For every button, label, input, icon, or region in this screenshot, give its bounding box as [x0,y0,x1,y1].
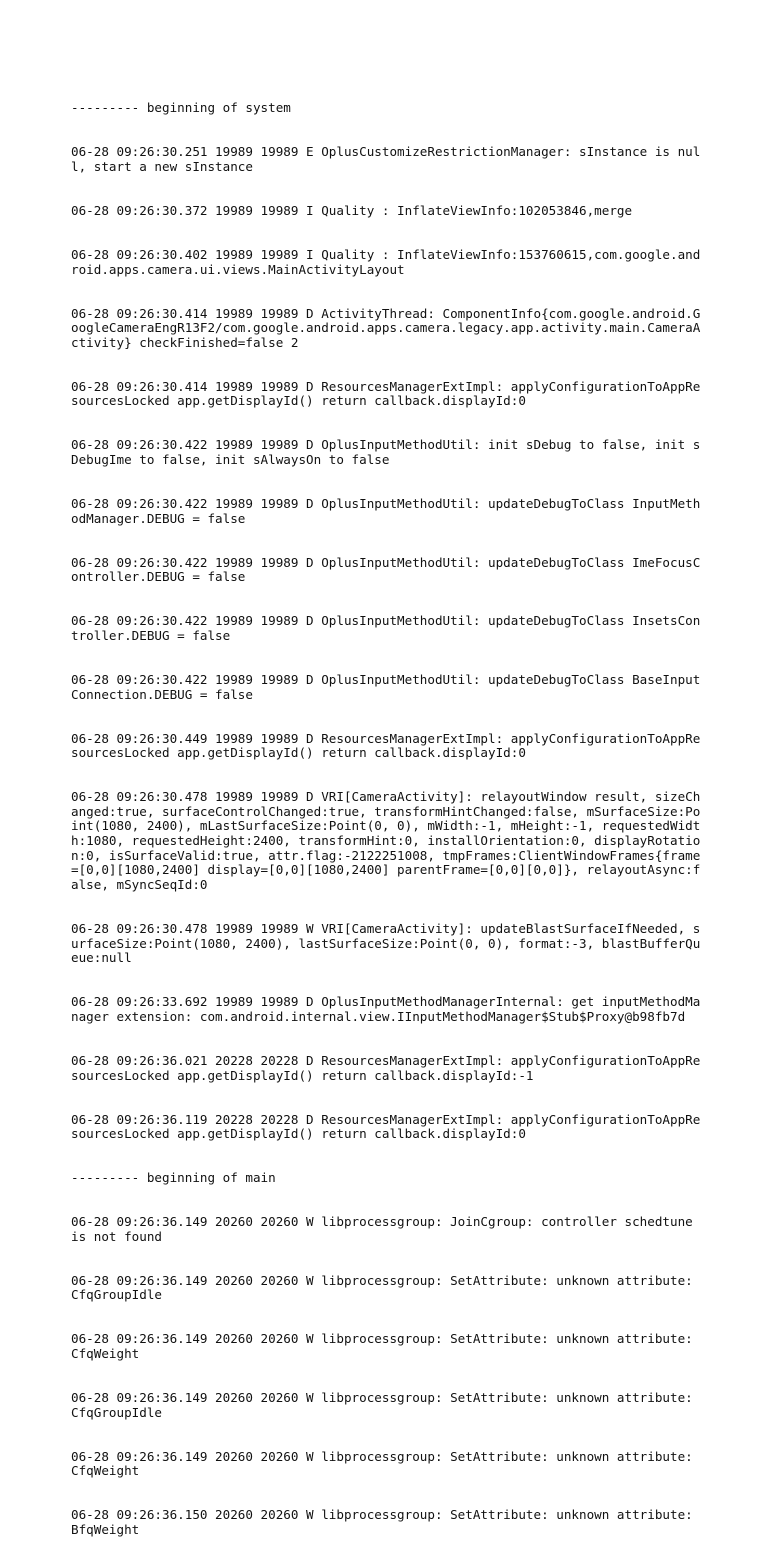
log-line: 06-28 09:26:30.422 19989 19989 D OplusInputMethodUtil: init sDebug to false, init sDebugIme to false, init sAlwaysOn to false [71,437,701,468]
log-line: 06-28 09:26:30.414 19989 19989 D ResourcesManagerExtImpl: applyConfigurationToAppResourcesLocked app.getDisplayId() return callback.displayId:0 [71,378,701,409]
log-line: 06-28 09:26:36.149 20260 20260 W libprocessgroup: JoinCgroup: controller schedtune is not found [71,1214,701,1244]
log-line: 06-28 09:26:30.251 19989 19989 E OplusCustomizeRestrictionManager: sInstance is null, start a new sInstance [71,144,701,174]
log-line: 06-28 09:26:30.372 19989 19989 I Quality : InflateViewInfo:102053846,merge [71,202,633,218]
log-line: 06-28 09:26:30.422 19989 19989 D OplusInputMethodUtil: updateDebugToClass BaseInputConnection.DEBUG = false [71,671,701,702]
log-line: 06-28 09:26:30.478 19989 19989 W VRI[CameraActivity]: updateBlastSurfaceIfNeeded, surfaceSize:Point(1080, 2400), lastSurfaceSize:Point(0, 0), format:-3, blastBufferQueue:null [71,921,701,966]
log-line: 06-28 09:26:36.149 20260 20260 W libprocessgroup: SetAttribute: unknown attribute: CfqWeight [71,1331,701,1362]
log-line: 06-28 09:26:30.478 19989 19989 D VRI[CameraActivity]: relayoutWindow result, sizeChanged:true, surfaceControlChanged:true, transformHintChanged:false, mSurfaceSize:Point(1080, 2400), mLastSurfaceSize:Point(0, 0), mWidth:-1, mHeight:-1, requestedWidth:1080, requestedHeight:2400, transformHint:0, installOrientation:0, displayRotation:0, isSurfaceValid:true, attr.flag:-2122251008, tmpFrames:ClientWindowFrames{frame=[0,0][1080,2400] display=[0,0][1080,2400] parentFrame=[0,0][0,0]}, relayoutAsync:false, mSyncSeqId:0 [71,789,701,893]
log-line: --------- beginning of main [71,1170,276,1186]
log-line: 06-28 09:26:30.422 19989 19989 D OplusInputMethodUtil: updateDebugToClass ImeFocusController.DEBUG = false [71,554,701,585]
log-line: 06-28 09:26:30.422 19989 19989 D OplusInputMethodUtil: updateDebugToClass InputMethodManager.DEBUG = false [71,496,701,526]
log-line: --------- beginning of system [71,100,291,116]
log-line: 06-28 09:26:33.692 19989 19989 D OplusInputMethodManagerInternal: get inputMethodManager extension: com.android.internal.view.IInputMethodManager$Stub$Proxy@b98fb7d [71,994,701,1024]
log-line: 06-28 09:26:30.449 19989 19989 D ResourcesManagerExtImpl: applyConfigurationToAppResourcesLocked app.getDisplayId() return callback.displayId:0 [71,730,701,761]
log-line: 06-28 09:26:36.149 20260 20260 W libprocessgroup: SetAttribute: unknown attribute: CfqGroupIdle [71,1272,701,1303]
log-line: 06-28 09:26:36.149 20260 20260 W libprocessgroup: SetAttribute: unknown attribute: CfqWeight [71,1448,701,1479]
log-line: 06-28 09:26:36.150 20260 20260 W libprocessgroup: SetAttribute: unknown attribute: BfqWeight [71,1507,701,1537]
log-line: 06-28 09:26:30.414 19989 19989 D ActivityThread: ComponentInfo{com.google.android.GoogleCameraEngR13F2/com.google.android.apps.camera.legacy.app.activity.main.CameraActivity} checkFinished=false 2 [71,305,701,350]
log-line: 06-28 09:26:36.149 20260 20260 W libprocessgroup: SetAttribute: unknown attribute: CfqGroupIdle [71,1390,701,1420]
log-line: 06-28 09:26:30.422 19989 19989 D OplusInputMethodUtil: updateDebugToClass InsetsController.DEBUG = false [71,613,701,643]
log-line: 06-28 09:26:30.402 19989 19989 I Quality : InflateViewInfo:153760615,com.google.android.apps.camera.ui.views.MainActivityLayout [71,246,701,277]
log-document [71,72,701,1552]
log-line: 06-28 09:26:36.021 20228 20228 D ResourcesManagerExtImpl: applyConfigurationToAppResourcesLocked app.getDisplayId() return callback.displayId:-1 [71,1052,701,1083]
log-line: 06-28 09:26:36.119 20228 20228 D ResourcesManagerExtImpl: applyConfigurationToAppResourcesLocked app.getDisplayId() return callback.displayId:0 [71,1111,701,1142]
